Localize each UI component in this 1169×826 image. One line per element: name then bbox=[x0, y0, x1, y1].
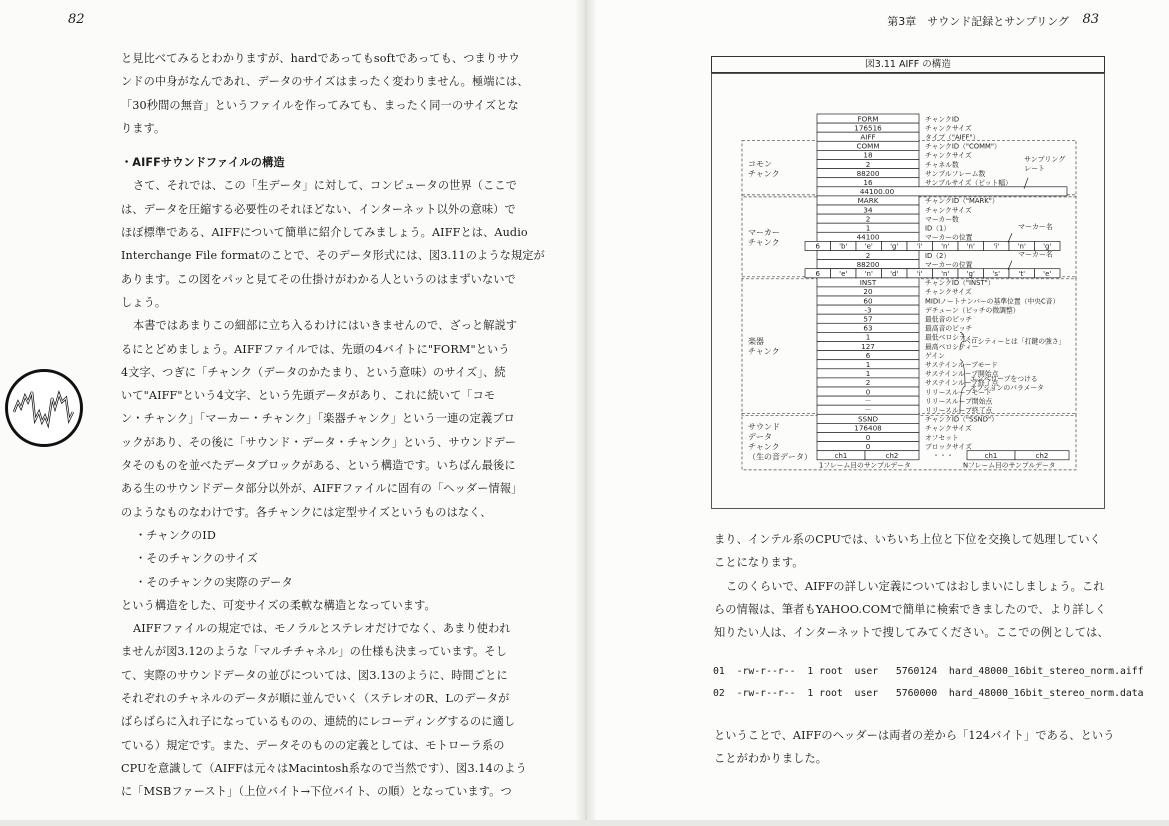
text-line: Interchange File formatのことで、そのデータ形式には、図3.11のような規定が bbox=[121, 249, 545, 263]
text-line: ックがあり、その後に「サウンド・データ・チャンク」という、サウンドデー bbox=[121, 435, 517, 449]
char-value: 't' bbox=[1018, 270, 1026, 278]
field-value: 2 bbox=[865, 378, 871, 388]
field-value: － bbox=[864, 396, 872, 406]
field-value: 127 bbox=[861, 341, 875, 351]
field-note: サンプルフレーム数 bbox=[925, 169, 986, 178]
text-line: CPUを意識して（AIFFは元々はMacintosh系なので当然です）、図3.14のよう bbox=[121, 761, 527, 775]
ellipsis: ・・・ bbox=[932, 451, 954, 460]
field-note: マーカー数 bbox=[925, 215, 959, 224]
field-note: リリースループモード bbox=[925, 388, 992, 397]
char-value: 'e' bbox=[1043, 270, 1052, 278]
field-value: COMM bbox=[856, 141, 880, 151]
field-value: 0 bbox=[865, 387, 871, 397]
text-line: ある生のサウンドデータ部分以外が、AIFFファイルに固有の「ヘッダー情報」 bbox=[121, 482, 523, 496]
text-line: 「30秒間の無音」というファイルを作ってみても、まったく同一のサイズとな bbox=[121, 98, 519, 112]
text-line: AIFFファイルの規定では、モノラルとステレオだけでなく、あまり使われ bbox=[133, 622, 511, 636]
field-note: 最高ベロシティー bbox=[925, 342, 979, 351]
text-line: このくらいで、AIFFの詳しい定義についてはおしまいにしましょう。これ bbox=[726, 579, 1105, 593]
text-line: に「MSBファースト」（上位バイト→下位バイト、の順）となっています。つ bbox=[121, 785, 512, 799]
char-value: 'e' bbox=[864, 242, 873, 251]
field-note: オフセット bbox=[925, 433, 959, 442]
text-line: という構造をした、可変サイズの柔軟な構造となっています。 bbox=[121, 598, 436, 612]
field-value: AIFF bbox=[860, 132, 876, 142]
field-value: 176408 bbox=[854, 423, 882, 433]
field-note: チャンクサイズ bbox=[925, 124, 972, 133]
field-note: リリースループ開始点 bbox=[925, 397, 993, 406]
text-line: ン・チャンク」「マーカー・チャンク」「楽器チャンク」という一連の定義ブロ bbox=[121, 412, 515, 426]
field-note: ID（1） bbox=[925, 224, 951, 233]
field-note: サステインループモード bbox=[925, 361, 998, 369]
section-heading: ・AIFFサウンドファイルの構造 bbox=[121, 156, 285, 170]
field-value: 1 bbox=[865, 369, 871, 379]
text-line: タそのものを並べたデータブロックがある、という構造です。いちばん最後に bbox=[121, 459, 516, 473]
right-body-text-bottom bbox=[714, 724, 1115, 771]
channel-label: ch1 bbox=[834, 452, 848, 460]
field-value: － bbox=[864, 405, 872, 415]
field-value: 60 bbox=[863, 296, 873, 306]
text-line: ります。 bbox=[121, 121, 166, 135]
field-note: 最高音のピッチ bbox=[925, 324, 973, 333]
field-value: 1 bbox=[865, 223, 871, 233]
list-item: ・そのチャンクのサイズ bbox=[135, 552, 258, 566]
field-note: サステインループ終了点 bbox=[925, 379, 999, 388]
field-note: チャンクID（"SSND"） bbox=[925, 415, 998, 424]
text-line: まり、インテル系のCPUでは、いちいち上位と下位を交換して処理していく bbox=[714, 533, 1101, 546]
field-value: 1 bbox=[865, 332, 871, 342]
field-note: 最低ベロシティー bbox=[925, 333, 979, 342]
velocity-label: ベロシティーとは「打鍵の強さ」 bbox=[964, 337, 1066, 346]
text-line: ませんが図3.12のような「マルチチャネル」の仕様も決まっています。そし bbox=[121, 645, 507, 659]
field-value: 88200 bbox=[856, 259, 880, 269]
chunk-group-label: マーカー bbox=[748, 227, 780, 237]
field-note: デチューン（ピッチの微調整） bbox=[925, 306, 1020, 315]
field-value: 1 bbox=[865, 360, 871, 369]
char-value: 'n' bbox=[941, 270, 950, 278]
char-value: 'g' bbox=[966, 270, 975, 278]
field-value: MARK bbox=[857, 196, 879, 206]
page-number-right: 83 bbox=[1082, 12, 1099, 27]
field-value: SSND bbox=[857, 414, 879, 424]
char-value: 'i' bbox=[916, 242, 923, 251]
field-value: 44100 bbox=[856, 232, 880, 242]
text-line: あります。この図をパッと見てその仕掛けがわかる人というのはまずいないで bbox=[121, 272, 516, 286]
field-note: チャンクサイズ bbox=[925, 288, 972, 297]
text-line: いて"AIFF"という4文字、という先頭データがあり、これに続いて「コモ bbox=[121, 389, 496, 403]
chunk-group-label: サウンド bbox=[748, 422, 780, 432]
char-value: 'b' bbox=[839, 242, 848, 251]
field-note: サンプルサイズ（ビット幅） bbox=[925, 179, 1012, 187]
field-note: マーカーの位置 bbox=[925, 260, 973, 269]
chunk-group-label: コモン bbox=[748, 159, 772, 169]
field-note: ブロックサイズ bbox=[925, 442, 972, 451]
listing-line: 02 -rw-r--r-- 1 root user 5760000 hard_48000_16bit_stereo_norm.data bbox=[713, 688, 1144, 699]
field-value: 34 bbox=[863, 205, 873, 215]
text-line: と見比べてみるとわかりますが、hardであってもsoftであっても、つまりサウ bbox=[121, 52, 520, 65]
field-note: チャンクサイズ bbox=[925, 424, 972, 433]
chunk-group-label: チャンク bbox=[748, 237, 780, 247]
text-line: るにとどめましょう。AIFFファイルでは、先頭の4バイトに"FORM"という bbox=[121, 342, 510, 356]
field-note: チャンクID（"INST"） bbox=[925, 279, 995, 288]
text-line: 4文字、つぎに「チャンク（データのかたまり、という意味）のサイズ」、続 bbox=[121, 365, 506, 379]
char-value: 'i' bbox=[993, 242, 1000, 251]
text-line: ほぼ標準である、AIFFについて簡単に紹介してみましょう。AIFFとは、Audio bbox=[121, 226, 528, 240]
field-value: 18 bbox=[863, 150, 873, 160]
chunk-group-label: 楽器 bbox=[748, 337, 764, 347]
field-value: 0 bbox=[865, 441, 871, 451]
field-value: 88200 bbox=[856, 168, 880, 178]
field-cell bbox=[817, 187, 1067, 196]
chunk-group-label: チャンク bbox=[748, 347, 780, 357]
text-line: て、実際のサウンドデータの並びについては、図3.13のように、時間ごとに bbox=[121, 668, 508, 682]
field-value: 0 bbox=[865, 432, 871, 442]
char-value: 6 bbox=[815, 270, 820, 278]
char-value: 'n' bbox=[941, 242, 950, 251]
chunk-group-label: チャンク bbox=[748, 169, 780, 179]
channel-label: ch2 bbox=[1035, 452, 1049, 460]
field-value: FORM bbox=[857, 114, 879, 124]
chunk-group-label: データ bbox=[748, 432, 772, 442]
char-value: 's' bbox=[992, 270, 1000, 278]
field-value: 63 bbox=[863, 323, 873, 333]
list-item: ・そのチャンクの実際のデータ bbox=[135, 575, 293, 589]
frame-label: 1フレーム目のサンプルデータ bbox=[819, 461, 911, 470]
field-value: 44100.00 bbox=[859, 187, 895, 197]
field-value: 20 bbox=[863, 287, 873, 297]
book-gutter bbox=[575, 0, 597, 826]
field-note: チャンクID（"COMM"） bbox=[925, 142, 1001, 151]
chunk-group-label: （生の音データ） bbox=[748, 452, 812, 462]
char-value: 6 bbox=[815, 242, 820, 251]
left-body-text bbox=[121, 47, 545, 804]
page-bottom-edge bbox=[0, 820, 1169, 826]
field-note: リリースループ終了点 bbox=[925, 406, 993, 415]
field-value: INST bbox=[859, 278, 877, 288]
sample-rate-label: レート bbox=[1024, 164, 1045, 173]
chapter-header: 第3章 サウンド記録とサンプリング bbox=[887, 15, 1069, 28]
field-note: チャネル数 bbox=[925, 160, 959, 169]
chunk-group-label: チャンク bbox=[748, 442, 780, 452]
envelope-label: エンベロープをつける bbox=[970, 374, 1038, 383]
field-note: 最低音のピッチ bbox=[925, 315, 973, 324]
field-note: チャンクID bbox=[925, 115, 960, 124]
figure-frame bbox=[711, 73, 1105, 509]
text-line: それぞれのチャネルのデータが順に並んでいく（ステレオのR、Lのデータが bbox=[121, 692, 510, 706]
text-line: のようなものなわけです。各チャンクには定型サイズというものはなく、 bbox=[121, 505, 492, 519]
right-body-text-top bbox=[714, 528, 1109, 644]
field-note: サステインループ開始点 bbox=[925, 370, 999, 379]
marker-name-label: マーカー名 bbox=[1018, 223, 1053, 232]
channel-label: ch2 bbox=[885, 452, 899, 460]
text-line: しょう。 bbox=[121, 295, 167, 309]
figure-caption: 図3.11 AIFF の構造 bbox=[711, 56, 1105, 73]
char-value: 'n' bbox=[966, 242, 975, 251]
field-note: チャンクID（"MARK"） bbox=[925, 197, 999, 206]
field-note: ゲイン bbox=[925, 351, 945, 360]
field-note: チャンクサイズ bbox=[925, 206, 972, 215]
text-line: 知りたい人は、インターネットで捜してみてください。ここでの例としては、 bbox=[714, 626, 1109, 640]
field-note: チャンクサイズ bbox=[925, 151, 972, 160]
field-value: 16 bbox=[863, 178, 873, 187]
char-value: 'd' bbox=[890, 270, 899, 278]
text-line: ばらばらに入れ子になっているものの、連続的にレコーディングするのに適し bbox=[121, 715, 516, 729]
char-value: 'i' bbox=[916, 270, 923, 278]
char-value: 'n' bbox=[864, 270, 873, 278]
list-item: ・チャンクのID bbox=[135, 528, 216, 542]
text-line: は、データを圧縮する必要性のそれほどない、インターネット以外の意味）で bbox=[121, 202, 516, 216]
marker-name-label: マーカー名 bbox=[1018, 250, 1053, 259]
field-value: 2 bbox=[865, 250, 871, 260]
text-line: ンドの中身がなんであれ、データのサイズはまったく変わりません。極端には、 bbox=[121, 75, 529, 89]
frame-label: Nフレーム目のサンプルデータ bbox=[963, 461, 1056, 470]
page-number-left: 82 bbox=[68, 12, 85, 27]
field-value: 176516 bbox=[854, 123, 882, 133]
text-line: ことになります。 bbox=[714, 556, 804, 570]
aiff-structure-diagram bbox=[712, 74, 1106, 510]
field-value: 2 bbox=[865, 214, 871, 224]
field-value: 6 bbox=[865, 350, 871, 360]
char-value: 'n' bbox=[1017, 242, 1026, 251]
char-value: 'g' bbox=[890, 242, 899, 251]
text-line: 本書ではあまりこの細部に立ち入るわけにはいきませんので、ざっと解説す bbox=[133, 319, 518, 333]
envelope-label: オプションのパラメータ bbox=[970, 383, 1044, 392]
marker-arrow bbox=[1008, 233, 1012, 242]
listing-line: 01 -rw-r--r-- 1 root user 5760124 hard_48000_16bit_stereo_norm.aiff bbox=[713, 666, 1144, 677]
field-value: 57 bbox=[863, 314, 873, 324]
field-note: マーカーの位置 bbox=[925, 233, 973, 242]
text-line: ことがわかりました。 bbox=[714, 752, 828, 766]
field-note: MIDIノートナンバーの基準位置（中央C音） bbox=[925, 297, 1060, 306]
field-note: タイプ（"AIFF"） bbox=[925, 133, 980, 142]
text-line: さて、それでは、この「生データ」に対して、コンピュータの世界（ここで bbox=[133, 179, 518, 193]
char-value: 'e' bbox=[839, 270, 848, 278]
text-line: ている）規定です。また、データそのものの定義としては、モトローラ系の bbox=[121, 738, 505, 752]
field-value: 2 bbox=[865, 159, 871, 169]
field-note: ID（2） bbox=[925, 251, 951, 260]
char-value: 'g' bbox=[1043, 242, 1052, 251]
waveform-logo-icon bbox=[5, 369, 83, 447]
sample-rate-label: サンプリング bbox=[1024, 155, 1066, 164]
marker-arrow bbox=[1008, 261, 1012, 270]
text-line: ということで、AIFFのヘッダーは両者の差から「124バイト」である、という bbox=[714, 729, 1115, 742]
channel-label: ch1 bbox=[984, 452, 998, 460]
text-line: らの情報は、筆者もYAHOO.COMで簡単に検索できましたので、より詳しく bbox=[714, 602, 1107, 616]
field-value: -3 bbox=[864, 305, 872, 315]
